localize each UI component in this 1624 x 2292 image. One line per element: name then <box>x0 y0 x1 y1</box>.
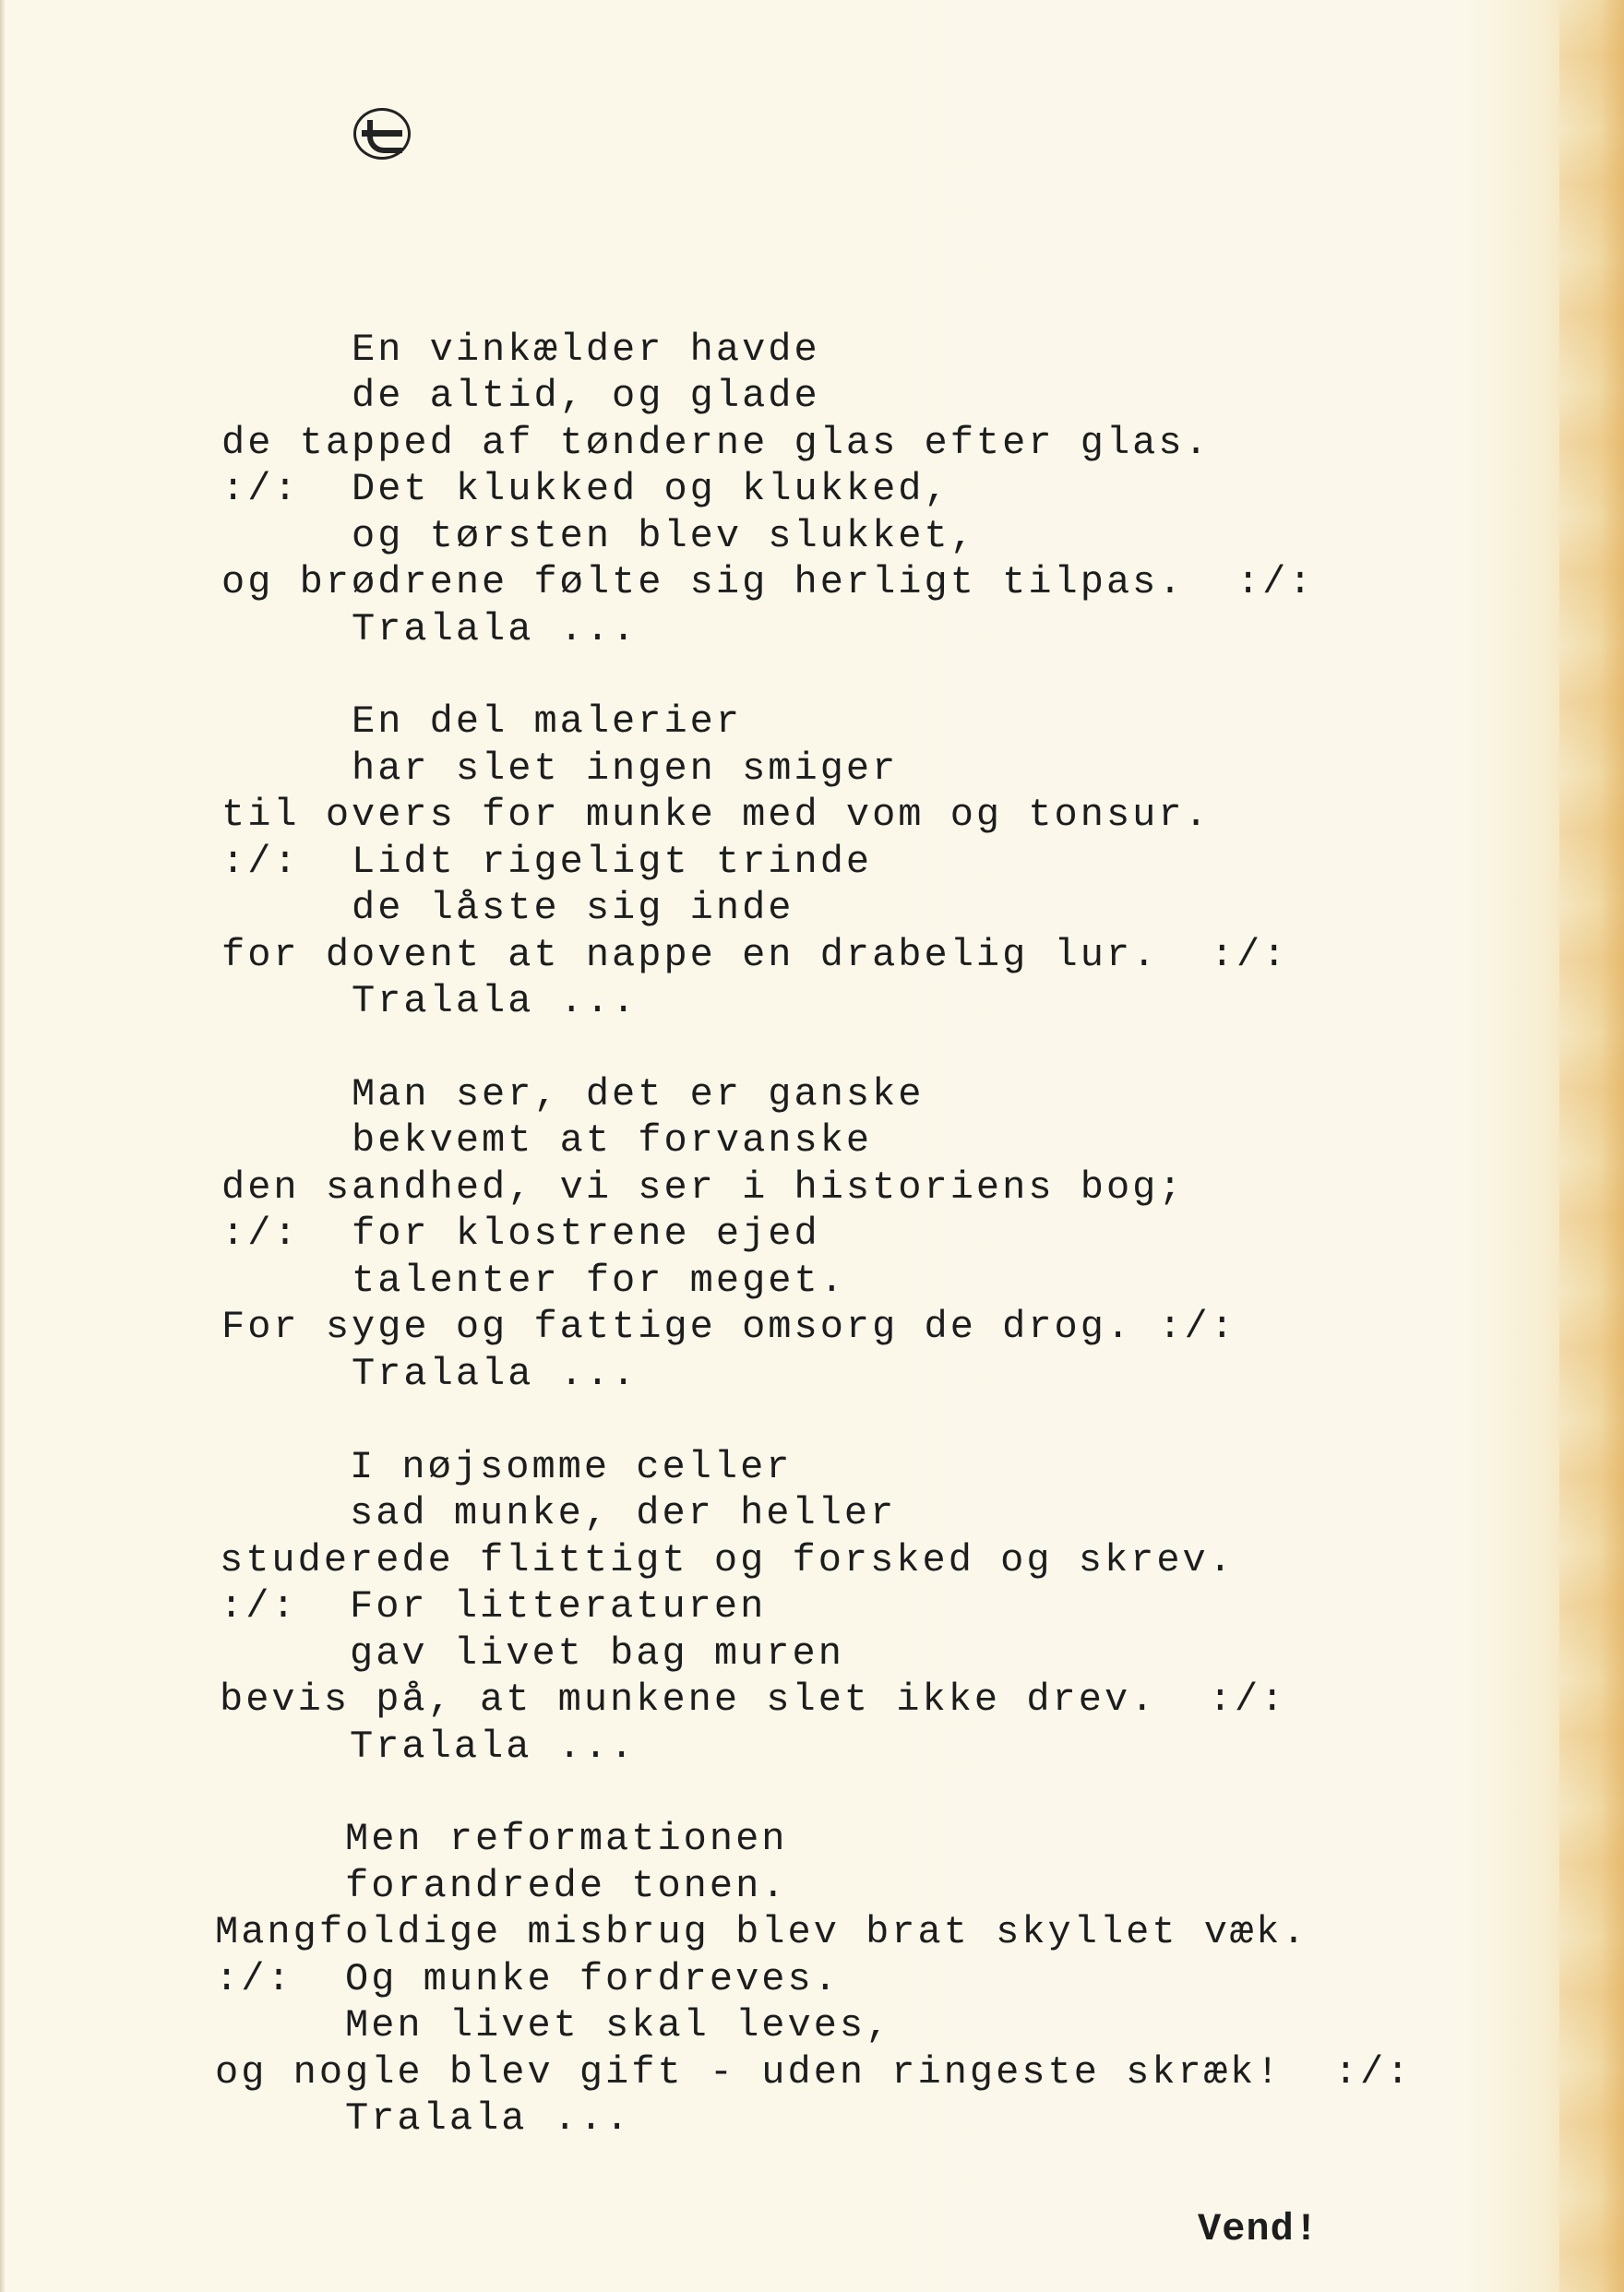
verse-line: til overs for munke med vom og tonsur. <box>221 793 1211 837</box>
refrain-line: Tralala ... <box>215 2096 632 2141</box>
turn-page-note: Vend! <box>1198 2207 1320 2251</box>
verse-line: de altid, og glade <box>221 374 820 418</box>
verse-line: og tørsten blev slukket, <box>221 514 976 558</box>
verse-line: bevis på, at munkene slet ikke drev. :/: <box>220 1677 1287 1722</box>
verse-line: de tapped af tønderne glas efter glas. <box>221 421 1211 465</box>
verse-line: En del malerier <box>221 699 743 744</box>
refrain-line: Tralala ... <box>220 1725 637 1769</box>
verse-line: :/: Og munke fordreves. <box>215 1957 840 2001</box>
verse-line: har slet ingen smiger <box>221 746 899 791</box>
verse-line: og brødrene følte sig herligt tilpas. :/: <box>221 560 1315 604</box>
verse-line: bekvemt at forvanske <box>221 1118 873 1163</box>
verse-line: talenter for meget. <box>221 1259 846 1303</box>
verse-line: :/: Det klukked og klukked, <box>221 467 950 511</box>
verse-line: og nogle blev gift - uden ringeste skræk! :/: <box>215 2050 1413 2095</box>
verse-line: :/: Lidt rigeligt trinde <box>221 840 873 884</box>
verse-line: Men livet skal leves, <box>215 2003 892 2047</box>
verse-line: de låste sig inde <box>221 886 794 930</box>
verse-line: studerede flittigt og forsked og skrev. <box>220 1538 1235 1582</box>
refrain-line: Tralala ... <box>221 607 639 651</box>
verse-line: :/: For litteraturen <box>220 1584 767 1629</box>
verse-line: forandrede tonen. <box>215 1864 788 1908</box>
punch-hole-mark-icon <box>353 108 411 160</box>
verse-line: Men reformationen <box>215 1817 788 1861</box>
verse-line: Mangfoldige misbrug blev brat skyllet væk. <box>215 1910 1308 1954</box>
verse-line: sad munke, der heller <box>220 1491 897 1535</box>
verse-line: For syge og fattige omsorg de drog. :/: <box>221 1305 1236 1349</box>
verse-line: den sandhed, vi ser i historiens bog; <box>221 1165 1185 1210</box>
verse-line: En vinkælder havde <box>221 328 820 372</box>
verse-line: :/: for klostrene ejed <box>221 1212 820 1256</box>
paper-left-edge <box>0 0 6 2292</box>
paper-stain <box>1559 0 1624 2292</box>
verse-line: Man ser, det er ganske <box>221 1072 925 1116</box>
verse-line: for dovent at nappe en drabelig lur. :/: <box>221 933 1289 977</box>
verse-line: I nøjsomme celler <box>220 1445 793 1489</box>
refrain-line: Tralala ... <box>221 1352 639 1396</box>
verse-line: gav livet bag muren <box>220 1631 844 1676</box>
refrain-line: Tralala ... <box>221 979 639 1023</box>
